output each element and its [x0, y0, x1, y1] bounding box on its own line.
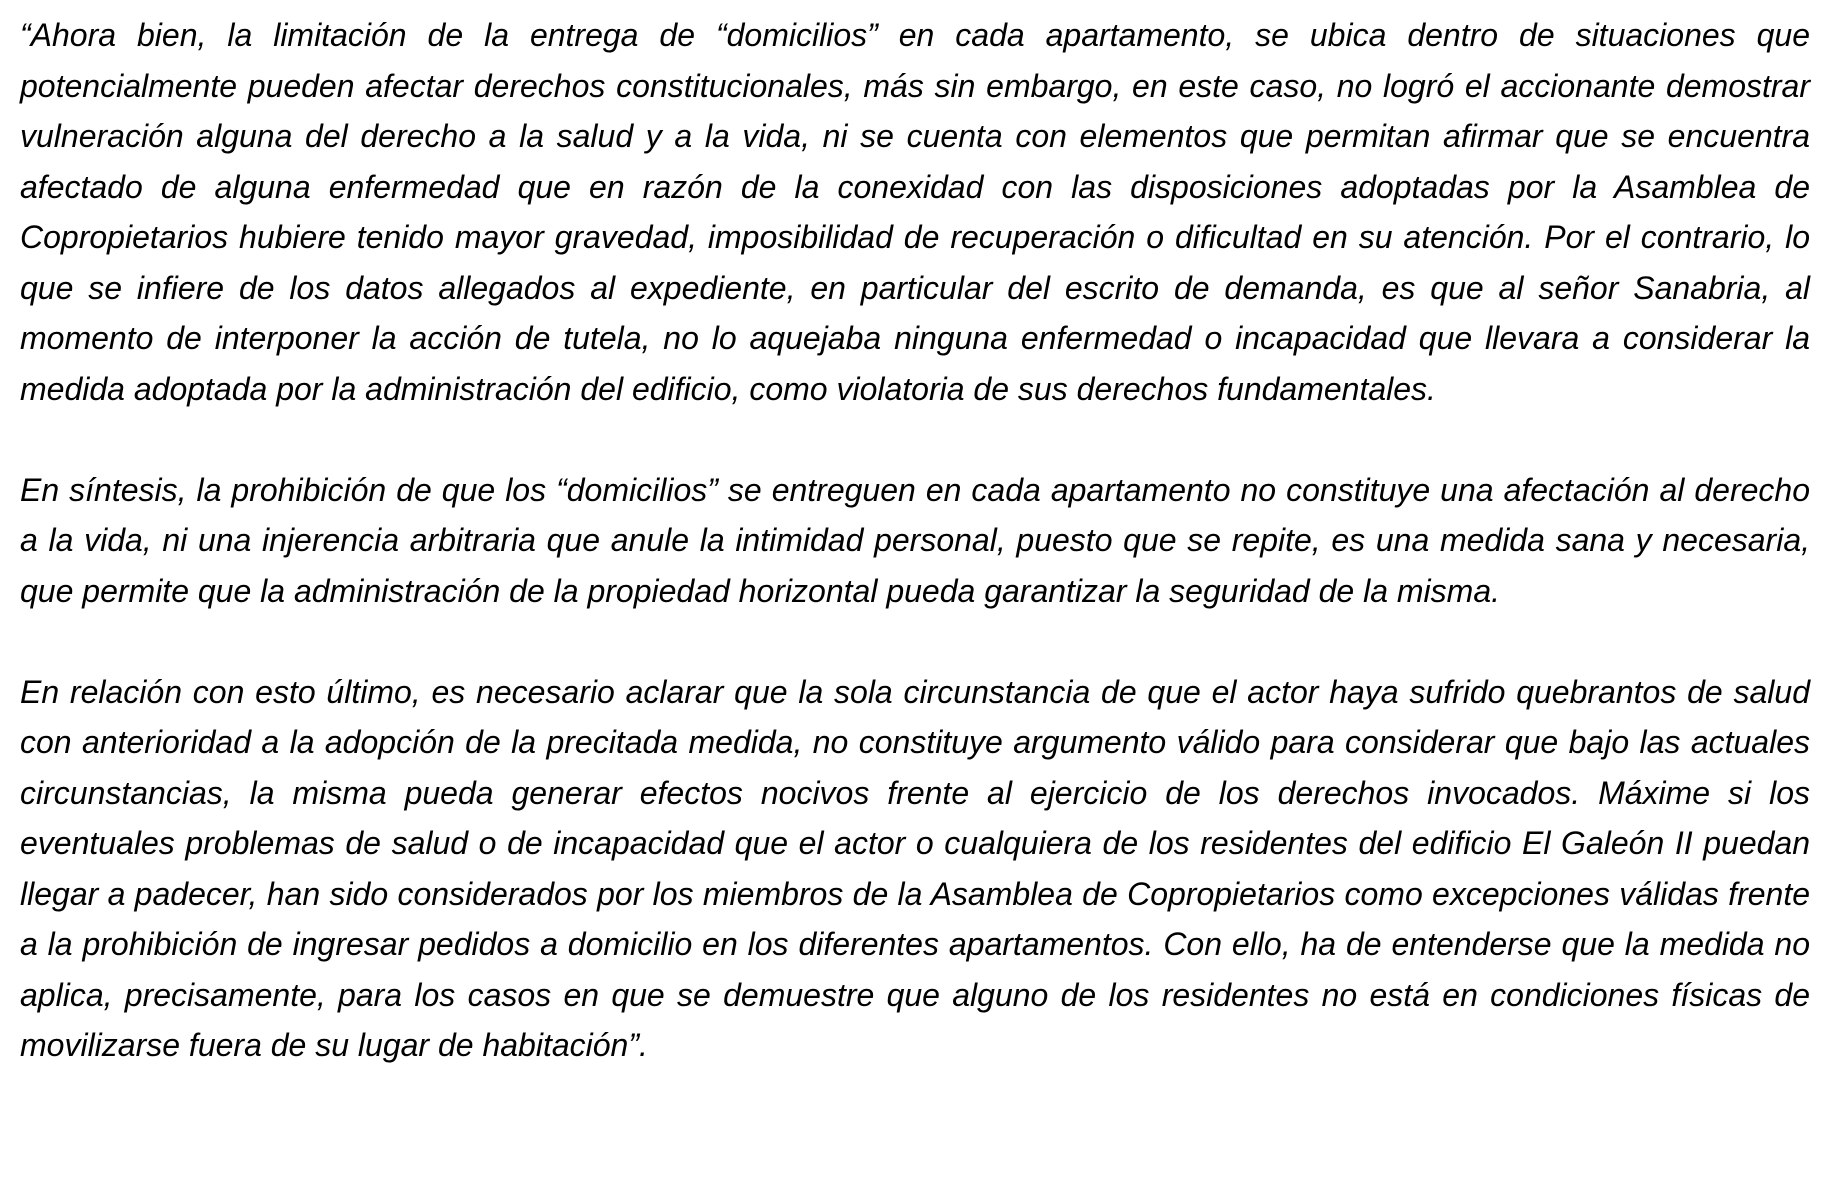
- paragraph-1: “Ahora bien, la limitación de la entrega de “domicilios” en cada apartamento, se ubica dentro de situaciones que potencialmente pueden afectar derechos constitucionales, más sin embargo, en este caso, no logró el accionante demostrar vulneración alguna del derecho a la salud y a la vida, ni se cuenta con elementos que permitan afirmar que se encuentra afectado de alguna enfermedad que en razón de la conexidad con las disposiciones adoptadas por la Asamblea de Copropietarios hubiere tenido mayor gravedad, imposibilidad de recuperación o dificultad en su atención. Por el contrario, lo que se infiere de los datos allegados al expediente, en particular del escrito de demanda, es que al señor Sanabria, al momento de interponer la acción de tutela, no lo aquejaba ninguna enfermedad o incapacidad que llevara a considerar la medida adoptada por la administración del edificio, como violatoria de sus derechos fundamentales.: [20, 17, 1810, 407]
- paragraph-3: En relación con esto último, es necesario aclarar que la sola circunstancia de que el actor haya sufrido quebrantos de salud con anterioridad a la adopción de la precitada medida, no constituye argumento válido para considerar que bajo las actuales circunstancias, la misma pueda generar efectos nocivos frente al ejercicio de los derechos invocados. Máxime si los eventuales problemas de salud o de incapacidad que el actor o cualquiera de los residentes del edificio El Galeón II puedan llegar a padecer, han sido considerados por los miembros de la Asamblea de Copropietarios como excepciones válidas frente a la prohibición de ingresar pedidos a domicilio en los diferentes apartamentos. Con ello, ha de entenderse que la medida no aplica, precisamente, para los casos en que se demuestre que alguno de los residentes no está en condiciones físicas de movilizarse fuera de su lugar de habitación”.: [20, 673, 1810, 1063]
- document-body: [20, 10, 1810, 1071]
- paragraph-2: En síntesis, la prohibición de que los “domicilios” se entreguen en cada apartamento no constituye una afectación al derecho a la vida, ni una injerencia arbitraria que anule la intimidad personal, puesto que se repite, es una medida sana y necesaria, que permite que la administración de la propiedad horizontal pueda garantizar la seguridad de la misma.: [20, 471, 1810, 609]
